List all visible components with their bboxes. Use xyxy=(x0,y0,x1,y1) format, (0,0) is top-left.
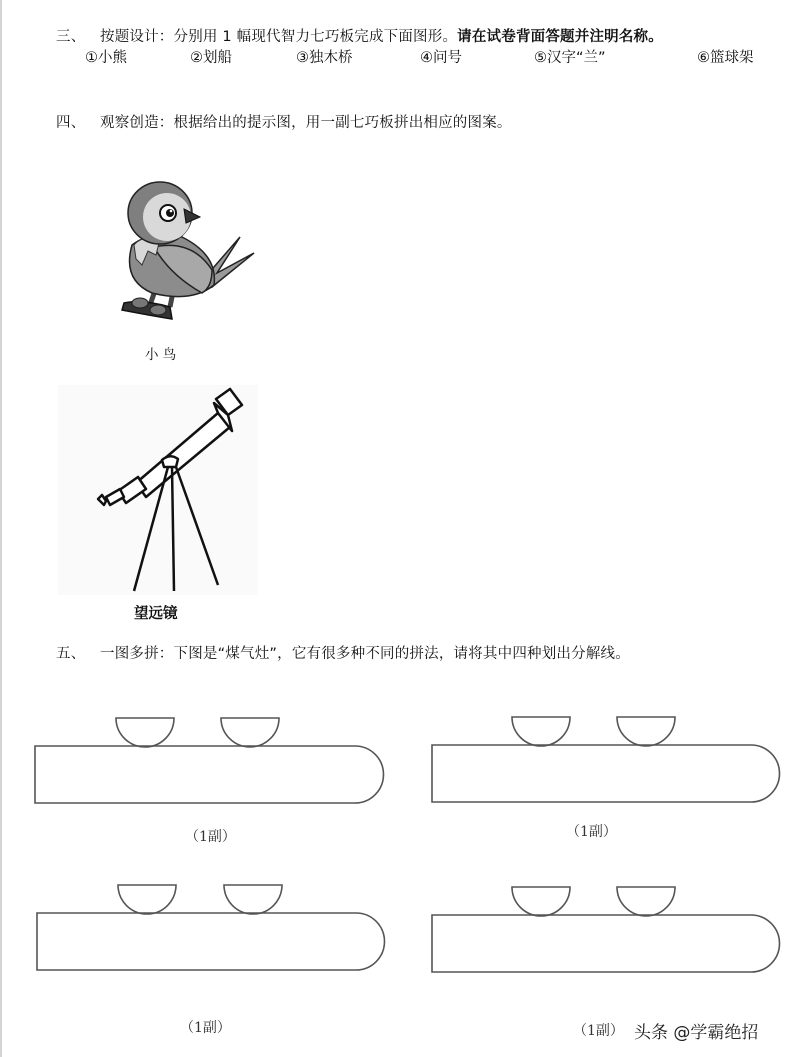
section4-text: 观察创造：根据给出的提示图，用一副七巧板拼出相应的图案。 xyxy=(100,115,512,131)
page-edge-rule xyxy=(0,0,2,1057)
section5-text: 一图多拼：下图是“煤气灶”，它有很多种不同的拼法，请将其中四种划出分解线。 xyxy=(100,646,630,662)
stove-figure-4[interactable] xyxy=(426,878,786,978)
section3-heading xyxy=(56,28,663,46)
section3-instruction-bold: 请在试卷背面答题并注明名称。 xyxy=(457,29,663,45)
stove-caption-4: （1副） xyxy=(573,1023,624,1039)
section3-text: 按题设计：分别用 1 幅现代智力七巧板完成下面图形。 xyxy=(100,29,458,45)
stove-caption-3: （1副） xyxy=(180,1020,231,1036)
bird-illustration xyxy=(112,175,262,330)
section5-heading xyxy=(56,645,630,663)
section3-option-2: ②划船 xyxy=(190,50,232,66)
section4-heading xyxy=(56,114,512,132)
watermark: 头条 @学霸绝招 xyxy=(634,1023,759,1043)
stove-caption-2: （1副） xyxy=(566,824,617,840)
section3-number: 三、 xyxy=(56,29,86,45)
section3-option-4: ④问号 xyxy=(420,50,462,66)
bird-caption: 小 鸟 xyxy=(145,347,177,363)
section3-option-6: ⑥篮球架 xyxy=(697,50,754,66)
stove-caption-1: （1副） xyxy=(185,829,236,845)
section3-option-1: ①小熊 xyxy=(85,50,127,66)
section3-option-5: ⑤汉字“兰” xyxy=(534,50,606,66)
section4-number: 四、 xyxy=(56,115,86,131)
stove-figure-3[interactable] xyxy=(31,878,391,978)
telescope-illustration xyxy=(58,385,258,595)
section5-number: 五、 xyxy=(56,646,86,662)
telescope-caption: 望远镜 xyxy=(134,606,178,622)
stove-figure-1[interactable] xyxy=(30,710,390,810)
section3-option-3: ③独木桥 xyxy=(296,50,353,66)
stove-figure-2[interactable] xyxy=(426,708,786,808)
